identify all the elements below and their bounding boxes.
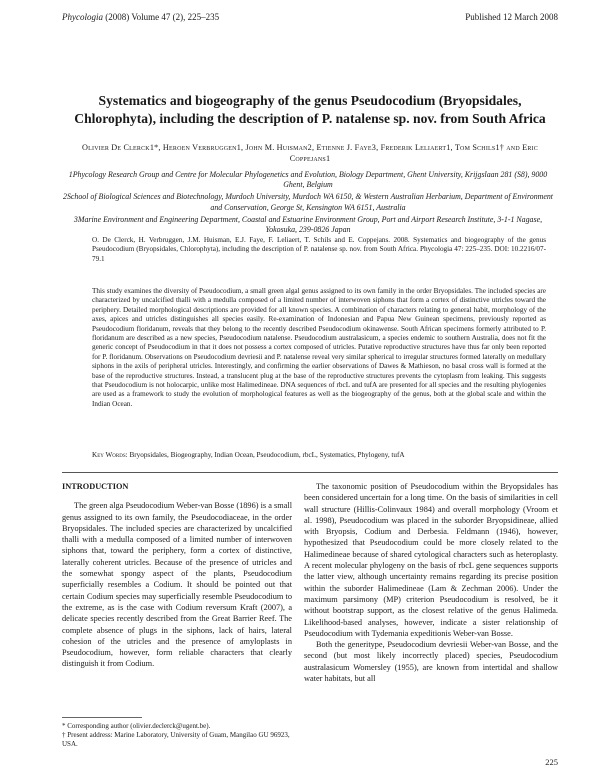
page-number: 225 [545, 757, 558, 767]
article-title: Systematics and biogeography of the genus Pseudocodium (Bryopsidales, Chlorophyta), including the description of P. natalense sp. nov. from South Africa [74, 93, 546, 126]
section-divider [62, 472, 558, 473]
journal-info [62, 12, 219, 22]
intro-paragraph: The green alga Pseudocodium Weber-van Bosse (1896) is a small genus assigned to its own family, the Pseudocodiaceae, in the order Bryopsidales. The included species are characterized by uncalcified thalli with a medulla composed of a limited number of interwoven siphons that, toward the periphery, form a cortex of distinctive, laterally coherent utricles. Because of the presence of utricles and the somewhat spongy aspect of the plants, Pseudocodium superficially resembles a Codium. It should be pointed out that certain Codium species may superficially resemble Pseudocodium to the extreme, as is the case with Codium reversum Kraft (2007), a delicate species recently described from the Great Barrier Reef. The complete absence of plugs in the siphons, lack of hairs, lateral cohesion of the utricles and the presence of amyloplasts in Pseudocodium, however, form reliable characters that clearly distinguish it from Codium. [62, 501, 292, 669]
footnotes [62, 722, 292, 749]
keywords-label: Key Words: [92, 451, 128, 459]
affiliation-3: 3Marine Environment and Engineering Department, Coastal and Estuarine Environment Group, Port and Airport Research Institute, 3-1-1 Nagase, Yokosuka, 239-0826 Japan [73, 214, 543, 235]
publication-date: Published 12 March 2008 [465, 12, 558, 22]
abstract: This study examines the diversity of Pseudocodium, a small green algal genus assigned to its own family in the order Bryopsidales. The included species are characterized by uncalcified thalli with a medulla composed of a limited number of interwoven siphons that form a cortex of distinctive utricles toward the periphery. Detailed morphological descriptions are provided for all known species. A combination of characters relating to general habit, morphology of the axes, apices and utricles distinguishes all species easily. Re-examination of Indonesian and Papua New Guinean specimens, previously reported as Pseudocodium floridanum, reveals that they belong to the recently described Pseudocodium okinawense. South African specimens formerly attributed to P. floridanum are described as a new species, Pseudocodium natalense. Pseudocodium australasicum, a species endemic to southern Australia, does not fit the generic concept of Pseudocodium in that it does not possess a cortex composed of utricles. Putative reproductive structures have thus far only been reported for P. floridanum. Observations on Pseudocodium devriesii and P. natalense reveal very similar spherical to irregular structures formed laterally on medullary siphons in the axils of peripheral utricles. Interestingly, and confirming the earlier observations of Dawes & Mathieson, no basal cross wall is formed at the base of the reproductive structures. Instead, a translucent plug at the base of the reproductive structures prevents the cytoplasm from leaking. This suggests that Pseudocodium is not holocarpic, unlike most Halimedineae. DNA sequences of rbcL and tufA are presented for all species and the resulting phylogenies are used as a framework to study the evolution of morphological features as well as the biogeography of the genus, both at the global scale and within the Indian Ocean. [92, 287, 546, 408]
footnote-divider [62, 717, 142, 718]
affiliation-1: 1Phycology Research Group and Centre for Molecular Phylogenetics and Evolution, Biology Department, Ghent University, Krijgslaan 281 (S8), 9000 Ghent, Belgium [68, 170, 548, 190]
volume-info: (2008) Volume 47 (2), 225–235 [103, 12, 220, 22]
intro-heading: INTRODUCTION [62, 482, 129, 491]
affiliations [62, 170, 554, 237]
keywords [92, 451, 546, 460]
journal-name: Phycologia [62, 12, 103, 22]
footnote-present-address: † Present address: Marine Laboratory, University of Guam, Mangilao GU 96923, USA. [62, 731, 290, 748]
body-paragraph-1: The taxonomic position of Pseudocodium within the Bryopsidales has been considered uncertain for a long time. On the basis of similarities in cell wall structure (Hillis-Colinvaux 1984) and overall morphology (Vroom et al. 1998), Pseudocodium was placed in the suborder Bryopsidineae, allied with Bryopsis, Codium and Derbesia. Feldmann (1946), however, hypothesized that Pseudocodium could be more closely related to the Halimedineae because of shared cytological characters such as heteroplasty. A recent molecular phylogeny on the basis of rbcL gene sequences supports the latter view, although uncertainty remains regarding its precise position within the suborder Halimedineae (Lam & Zechman 2006). Under the maximum parsimony (MP) criterion Pseudocodium is resolved, be it without bootstrap support, as the closest relative of the genus Halimeda. Likelihood-based analyses, however, indicate a sister relationship of Pseudocodium with Tydemania expeditionis Weber-van Bosse. [304, 482, 558, 638]
right-column [304, 481, 558, 684]
author-list: Olivier De Clerck1*, Heroen Verbruggen1, John M. Huisman2, Etienne J. Faye3, Frederik Leliaert1, Tom Schils1† and Eric Coppejans1 [82, 143, 538, 163]
citation-block: O. De Clerck, H. Verbruggen, J.M. Huisman, E.J. Faye, F. Leliaert, T. Schils and E. Coppejans. 2008. Systematics and biogeography of the genus Pseudocodium (Bryopsidales, Chlorophyta), including the description of P. natalense sp. nov. from South Africa. Phycologia 47: 225–235. DOI: 10.2216/07-79.1 [92, 236, 546, 263]
keywords-list: Bryopsidales, Biogeography, Indian Ocean, Pseudocodium, rbcL, Systematics, Phylogeny, tufA [127, 451, 405, 459]
footnote-corresponding: * Corresponding author (olivier.declerck@ugent.be). [62, 722, 211, 730]
body-paragraph-2: Both the generitype, Pseudocodium devriesii Weber-van Bosse, and the second (but most likely incorrectly placed) species, Pseudocodium australasicum Womersley (1955), are known from intertidal and shallow water habitats, but all [304, 640, 558, 684]
affiliation-2: 2School of Biological Sciences and Biotechnology, Murdoch University, Murdoch WA 6150, & Western Australian Herbarium, Department of Environment and Conservation, George St, Kensington WA 6151, Australia [63, 192, 553, 212]
left-column [62, 481, 292, 670]
